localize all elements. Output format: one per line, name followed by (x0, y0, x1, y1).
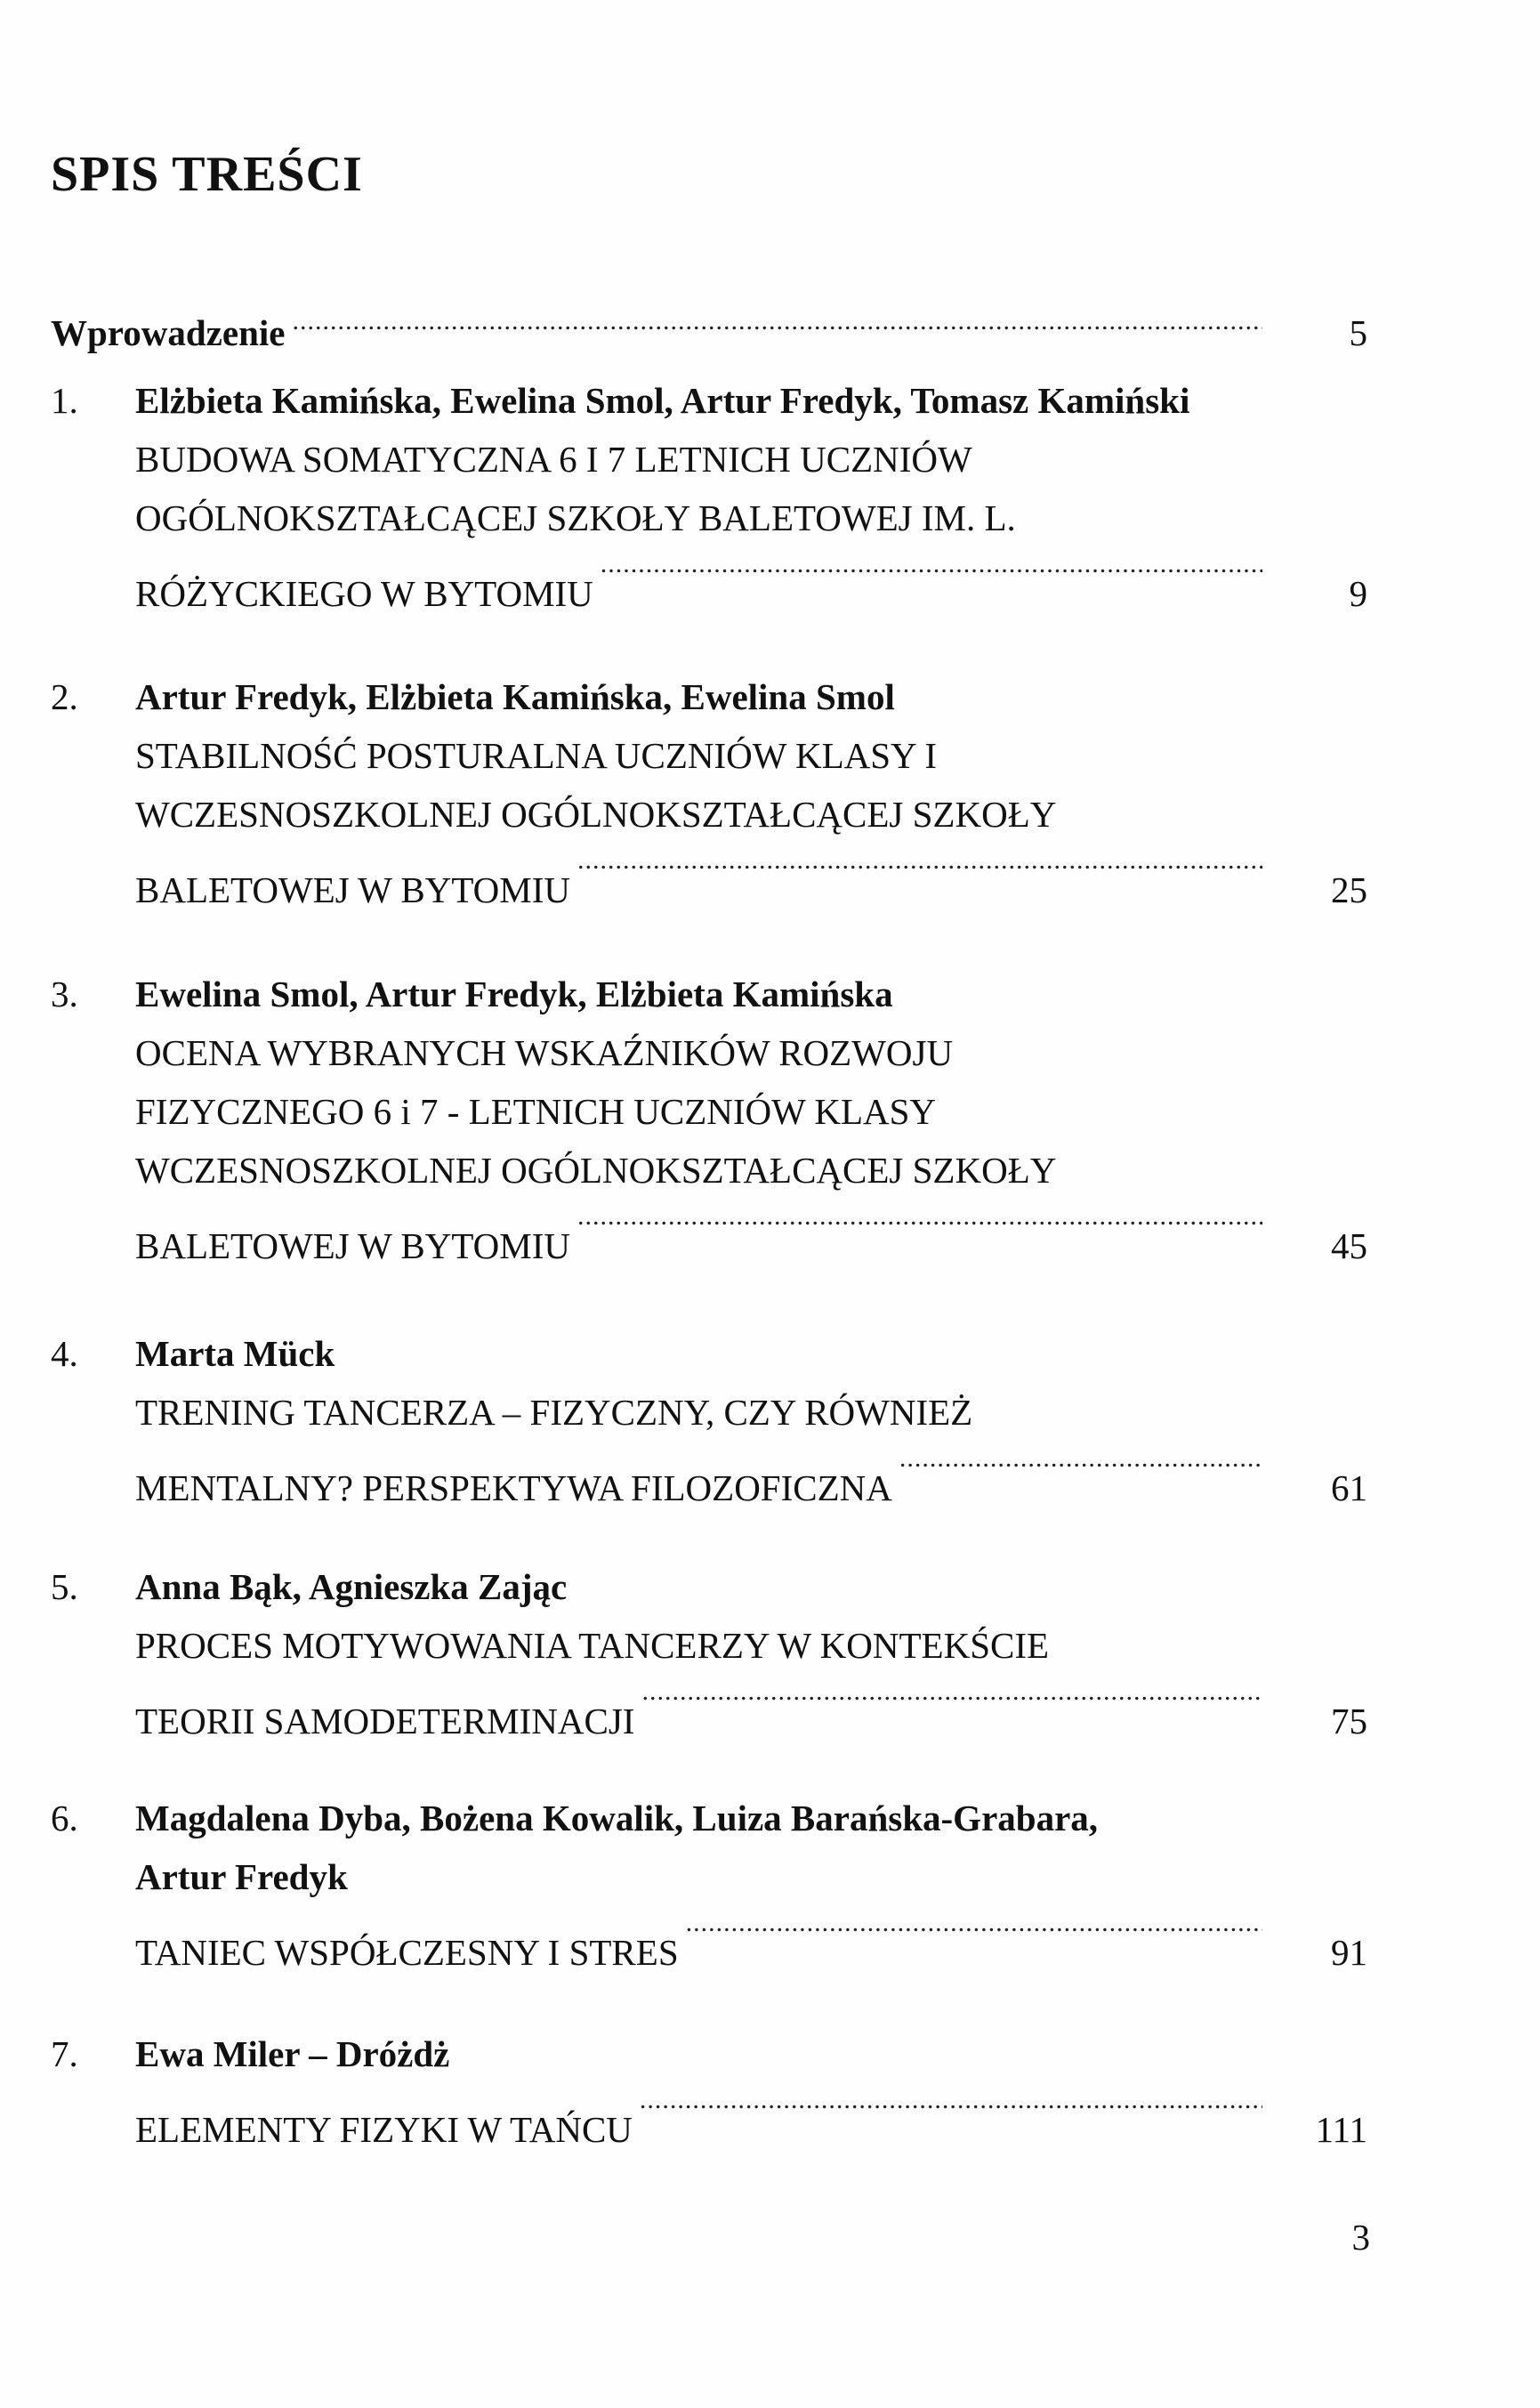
toc-entry-number: 4. (51, 1333, 78, 1374)
dot-leader (899, 1442, 1262, 1500)
toc-entry-last-line (135, 1906, 1367, 1973)
toc-entry-body (135, 965, 1367, 1266)
page-number: 3 (1351, 2217, 1370, 2258)
toc-entry-number: 5. (51, 1566, 78, 1607)
toc-entry-page: 25 (1331, 869, 1367, 910)
toc-entry-title-line: OGÓLNOKSZTAŁCĄCEJ SZKOŁY BALETOWEJ IM. L. (135, 497, 1016, 538)
toc-entry-body (135, 1789, 1367, 1973)
toc-entry-authors: Anna Bąk, Agnieszka Zając (135, 1566, 568, 1607)
toc-entry-last-line (135, 844, 1367, 910)
toc-entry-title-line: MENTALNY? PERSPEKTYWA FILOZOFICZNA (135, 1467, 892, 1508)
toc-entry-body (135, 371, 1367, 614)
toc-entry-page: 111 (1315, 2109, 1367, 2150)
toc-entry-number: 6. (51, 1798, 78, 1838)
toc-intro-label: Wprowadzenie (51, 312, 286, 353)
toc-entry-title-line: WCZESNOSZKOLNEJ OGÓLNOKSZTAŁCĄCEJ SZKOŁY (135, 1150, 1057, 1191)
toc-entry-title-line: PROCES MOTYWOWANIA TANCERZY W KONTEKŚCIE (135, 1625, 1050, 1666)
dot-leader (292, 292, 1262, 345)
toc-entry-body (135, 2024, 1367, 2150)
toc-entry-title-line: RÓŻYCKIEGO W BYTOMIU (135, 573, 593, 614)
toc-entry-title-line: ELEMENTY FIZYKI W TAŃCU (135, 2109, 633, 2150)
toc-entry-title-line: BALETOWEJ W BYTOMIU (135, 1225, 570, 1266)
toc-entry-number: 7. (51, 2033, 78, 2074)
toc-entry-title-line: OCENA WYBRANYCH WSKAŹNIKÓW ROZWOJU (135, 1032, 954, 1073)
toc-entry-title-line: STABILNOŚĆ POSTURALNA UCZNIÓW KLASY I (135, 735, 938, 776)
toc-entry-page: 75 (1331, 1701, 1367, 1741)
toc-entry-title-line: BUDOWA SOMATYCZNA 6 I 7 LETNICH UCZNIÓW (135, 439, 972, 480)
page-title: SPIS TREŚCI (51, 147, 363, 202)
dot-leader (601, 547, 1262, 606)
toc-entry-body (135, 1324, 1367, 1508)
toc-entry-body (135, 1557, 1367, 1741)
toc-entry-last-line (135, 2083, 1367, 2150)
dot-leader (577, 1200, 1262, 1258)
toc-entry-authors: Artur Fredyk, Elżbieta Kamińska, Ewelina Smol (135, 676, 895, 717)
toc-entry-title-line: TEORII SAMODETERMINACJI (135, 1701, 635, 1741)
dot-leader (577, 844, 1262, 902)
toc-entry-page: 9 (1349, 573, 1367, 614)
toc-entry-title-line: BALETOWEJ W BYTOMIU (135, 869, 570, 910)
toc-entry-authors: Magdalena Dyba, Bożena Kowalik, Luiza Barańska-Grabara, (135, 1798, 1099, 1838)
dot-leader (686, 1906, 1262, 1965)
toc-entry-authors: Artur Fredyk (135, 1856, 348, 1897)
toc-entry-number: 3. (51, 974, 78, 1014)
toc-entry-last-line (135, 547, 1367, 614)
toc-entry-page: 91 (1331, 1932, 1367, 1973)
toc-entry-number: 2. (51, 676, 78, 717)
toc-entry-last-line (135, 1675, 1367, 1741)
toc-entry-authors: Marta Mück (135, 1333, 335, 1374)
toc-entry-title-line: TRENING TANCERZA – FIZYCZNY, CZY RÓWNIEŻ (135, 1392, 973, 1433)
toc-entry-authors: Ewa Miler – Dróżdż (135, 2033, 450, 2074)
dot-leader (640, 2083, 1262, 2142)
dot-leader (641, 1675, 1262, 1733)
toc-entry-title-line: WCZESNOSZKOLNEJ OGÓLNOKSZTAŁCĄCEJ SZKOŁY (135, 794, 1057, 835)
toc-entry-title-line: TANIEC WSPÓŁCZESNY I STRES (135, 1932, 679, 1973)
toc-intro (51, 292, 1367, 353)
toc-entry-authors: Elżbieta Kamińska, Ewelina Smol, Artur Fredyk, Tomasz Kamiński (135, 380, 1190, 421)
toc-entry-page: 45 (1331, 1225, 1367, 1266)
toc-entry-authors: Ewelina Smol, Artur Fredyk, Elżbieta Kamińska (135, 974, 893, 1014)
toc-entry-page: 61 (1331, 1467, 1367, 1508)
toc-entry-title-line: FIZYCZNEGO 6 i 7 - LETNICH UCZNIÓW KLASY (135, 1091, 937, 1132)
toc-intro-page: 5 (1349, 312, 1367, 353)
toc-entry-body (135, 667, 1367, 910)
toc-entry-last-line (135, 1200, 1367, 1266)
toc-entry-number: 1. (51, 380, 78, 421)
toc-entry-last-line (135, 1442, 1367, 1508)
